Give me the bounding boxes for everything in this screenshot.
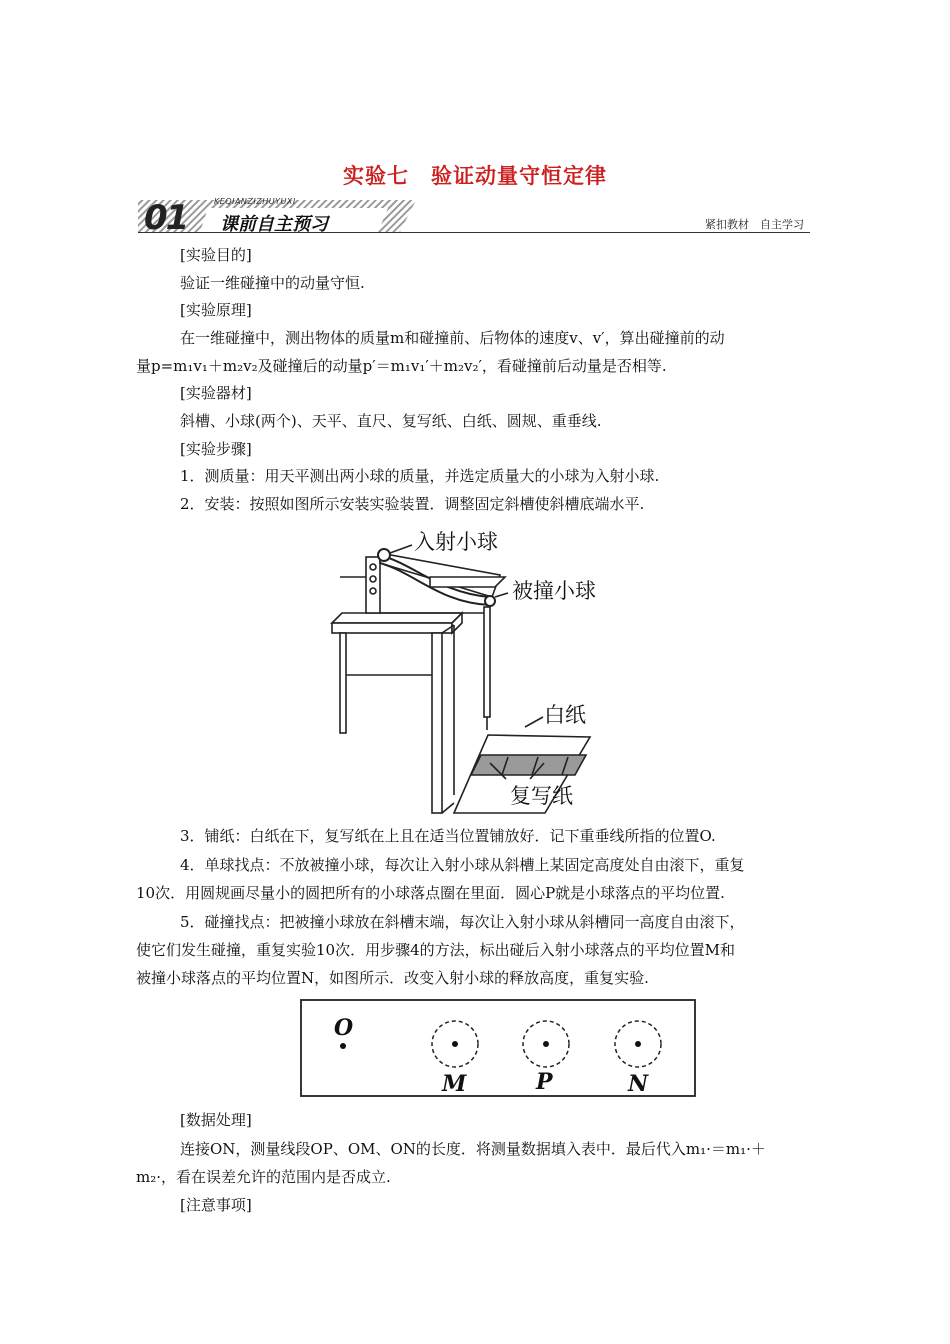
section-subtitle: 紧扣教材 自主学习 xyxy=(705,218,804,231)
apparatus-figure xyxy=(330,525,630,815)
paragraph: 量p=m₁v₁＋m₂v₂及碰撞后的动量p′＝m₁v₁′＋m₂v₂′，看碰撞前后动量是否相等. xyxy=(136,357,667,375)
page-title: 实验七 验证动量守恒定律 xyxy=(343,163,607,188)
section-number: 01 xyxy=(144,198,188,238)
heading-notes: [注意事项] xyxy=(180,1196,252,1214)
label-incident-ball: 入射小球 xyxy=(414,530,498,554)
section-banner xyxy=(138,196,810,236)
step-4: 4．单球找点：不放被撞小球，每次让入射小球从斜槽上某固定高度处自由滚下，重复 xyxy=(180,856,745,874)
paragraph: 验证一维碰撞中的动量守恒. xyxy=(180,274,365,292)
step-3: 3．铺纸：白纸在下，复写纸在上且在适当位置铺放好．记下重垂线所指的位置O. xyxy=(180,827,716,845)
banner-rule xyxy=(138,232,810,233)
paragraph: 连接ON，测量线段OP、OM、ON的长度．将测量数据填入表中．最后代入m₁·＝m₁·＋ xyxy=(180,1140,766,1158)
section-label: 课前自主预习 xyxy=(220,214,328,235)
landing-points-figure xyxy=(300,999,696,1097)
step-5-cont: 被撞小球落点的平均位置N，如图所示．改变入射小球的释放高度，重复实验. xyxy=(136,969,649,987)
step-4-cont: 10次．用圆规画尽量小的圆把所有的小球落点圈在里面．圆心P就是小球落点的平均位置. xyxy=(136,884,725,902)
section-pinyin: KEQIANZIZHUYUXI xyxy=(214,197,296,206)
point-N: N xyxy=(628,1071,649,1097)
heading-equipment: [实验器材] xyxy=(180,384,252,402)
step-1: 1．测质量：用天平测出两小球的质量，并选定质量大的小球为入射小球. xyxy=(180,467,660,485)
step-5: 5．碰撞找点：把被撞小球放在斜槽末端，每次让入射小球从斜槽同一高度自由滚下， xyxy=(180,913,745,931)
paragraph: 在一维碰撞中，测出物体的质量m和碰撞前、后物体的速度v、v′，算出碰撞前的动 xyxy=(180,329,725,347)
heading-steps: [实验步骤] xyxy=(180,440,252,458)
heading-purpose: [实验目的] xyxy=(180,246,252,264)
step-5-cont: 使它们发生碰撞，重复实验10次．用步骤4的方法，标出碰后入射小球落点的平均位置M和 xyxy=(136,941,735,959)
label-carbon-paper: 复写纸 xyxy=(510,784,573,808)
point-O: O xyxy=(334,1015,354,1041)
heading-principle: [实验原理] xyxy=(180,301,252,319)
point-P: P xyxy=(536,1069,553,1095)
heading-data: [数据处理] xyxy=(180,1111,252,1129)
point-M: M xyxy=(442,1071,467,1097)
paragraph: m₂·，看在误差允许的范围内是否成立. xyxy=(136,1168,391,1186)
label-white-paper: 白纸 xyxy=(544,703,586,727)
paragraph: 斜槽、小球(两个)、天平、直尺、复写纸、白纸、圆规、重垂线. xyxy=(180,412,602,430)
step-2: 2．安装：按照如图所示安装实验装置．调整固定斜槽使斜槽底端水平. xyxy=(180,495,645,513)
label-target-ball: 被撞小球 xyxy=(512,579,596,603)
